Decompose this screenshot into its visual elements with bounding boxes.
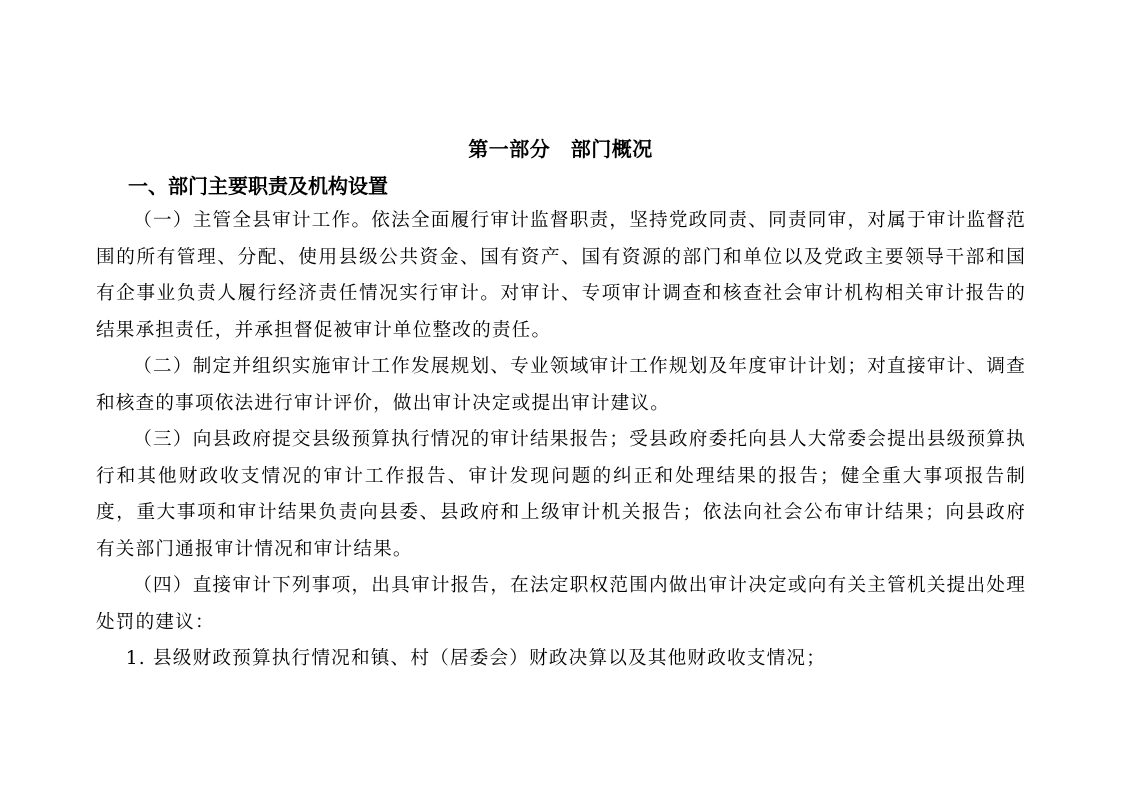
list-item: 1. 县级财政预算执行情况和镇、村（居委会）财政决算以及其他财政收支情况； <box>125 648 826 669</box>
paragraph-2: （二）制定并组织实施审计工作发展规划、专业领域审计工作规划及年度审计计划；对直接审计、调查和核查的事项依法进行审计评价，做出审计决定或提出审计建议。 <box>96 356 1026 414</box>
paragraph-4: （四）直接审计下列事项，出具审计报告，在法定职权范围内做出审计决定或向有关主管机关提出处理处罚的建议： <box>96 575 1026 633</box>
page-title: 第一部分 部门概况 <box>468 137 653 161</box>
section-heading: 一、部门主要职责及机构设置 <box>128 174 388 198</box>
paragraph-3: （三）向县政府提交县级预算执行情况的审计结果报告；受县政府委托向县人大常委会提出县级预算执行和其他财政收支情况的审计工作报告、审计发现问题的纠正和处理结果的报告；健全重大事项报告制度，重大事项和审计结果负责向县委、县政府和上级审计机关报告；依法向社会公布审计结果；向县政府有关部门通报审计情况和审计结果。 <box>96 429 1026 560</box>
paragraph-1: （一）主管全县审计工作。依法全面履行审计监督职责，坚持党政同责、同责同审，对属于审计监督范围的所有管理、分配、使用县级公共资金、国有资产、国有资源的部门和单位以及党政主要领导干部和国有企事业负责人履行经济责任情况实行审计。对审计、专项审计调查和核查社会审计机构相关审计报告的结果承担责任，并承担督促被审计单位整改的责任。 <box>96 210 1026 341</box>
